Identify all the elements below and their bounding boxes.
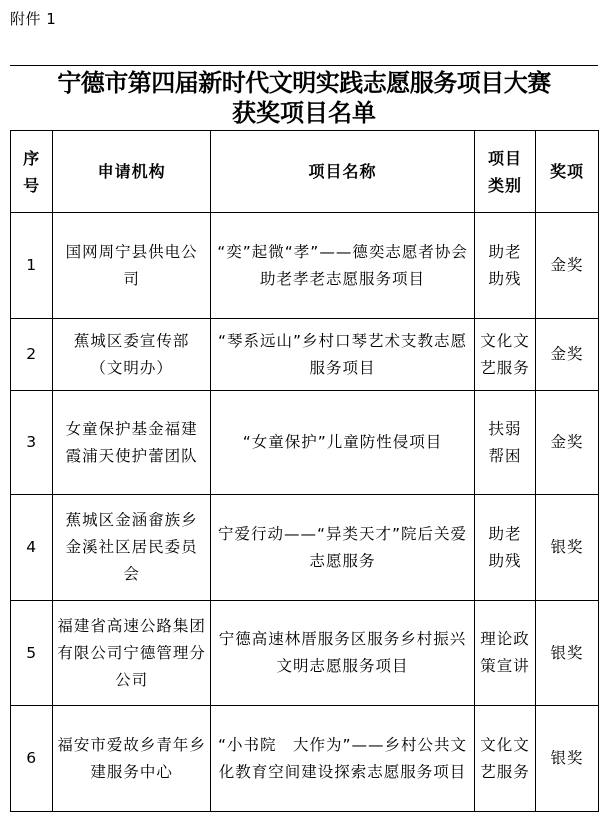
row-project: 宁爱行动——“异类天才”院后关爱志愿服务 xyxy=(210,495,474,601)
header-row xyxy=(11,131,599,213)
row-award: 金奖 xyxy=(535,391,598,495)
row-category: 文化文艺服务 xyxy=(475,319,536,391)
table-row xyxy=(11,495,599,601)
row-category: 扶弱帮困 xyxy=(475,391,536,495)
row-category: 文化文艺服务 xyxy=(475,706,536,812)
row-index: 3 xyxy=(11,391,53,495)
row-org: 女童保护基金福建霞浦天使护蕾团队 xyxy=(53,391,211,495)
title-line-2: 获奖项目名单 xyxy=(232,98,376,127)
row-category: 理论政策宣讲 xyxy=(475,601,536,706)
row-org: 福建省高速公路集团有限公司宁德管理分公司 xyxy=(53,601,211,706)
row-project: “奕”起微“孝”——德奕志愿者协会助老孝老志愿服务项目 xyxy=(210,213,474,319)
row-org: 蕉城区金涵畲族乡金溪社区居民委员会 xyxy=(53,495,211,601)
row-org: 国网周宁县供电公司 xyxy=(53,213,211,319)
award-table xyxy=(10,130,599,812)
row-project: “女童保护”儿童防性侵项目 xyxy=(210,391,474,495)
row-category: 助老助残 xyxy=(475,495,536,601)
row-project: “琴系远山”乡村口琴艺术支教志愿服务项目 xyxy=(210,319,474,391)
table-row xyxy=(11,213,599,319)
row-index: 1 xyxy=(11,213,53,319)
header-category: 项目类别 xyxy=(475,131,536,213)
row-index: 6 xyxy=(11,706,53,812)
row-org: 蕉城区委宣传部（文明办） xyxy=(53,319,211,391)
row-category: 助老助残 xyxy=(475,213,536,319)
table-row xyxy=(11,319,599,391)
row-org: 福安市爱故乡青年乡建服务中心 xyxy=(53,706,211,812)
row-award: 银奖 xyxy=(535,706,598,812)
title-line-1: 宁德市第四届新时代文明实践志愿服务项目大赛 xyxy=(57,68,551,97)
table-row xyxy=(11,391,599,495)
header-project: 项目名称 xyxy=(210,131,474,213)
row-project: “小书院 大作为”——乡村公共文化教育空间建设探索志愿服务项目 xyxy=(210,706,474,812)
row-award: 金奖 xyxy=(535,213,598,319)
header-org: 申请机构 xyxy=(53,131,211,213)
row-index: 4 xyxy=(11,495,53,601)
table-row xyxy=(11,706,599,812)
document-title xyxy=(10,65,598,131)
row-award: 银奖 xyxy=(535,601,598,706)
header-award: 奖项 xyxy=(535,131,598,213)
row-award: 银奖 xyxy=(535,495,598,601)
header-index: 序号 xyxy=(11,131,53,213)
table-row xyxy=(11,601,599,706)
row-award: 金奖 xyxy=(535,319,598,391)
row-project: 宁德高速林厝服务区服务乡村振兴文明志愿服务项目 xyxy=(210,601,474,706)
row-index: 2 xyxy=(11,319,53,391)
attachment-label: 附件 1 xyxy=(10,10,57,28)
row-index: 5 xyxy=(11,601,53,706)
